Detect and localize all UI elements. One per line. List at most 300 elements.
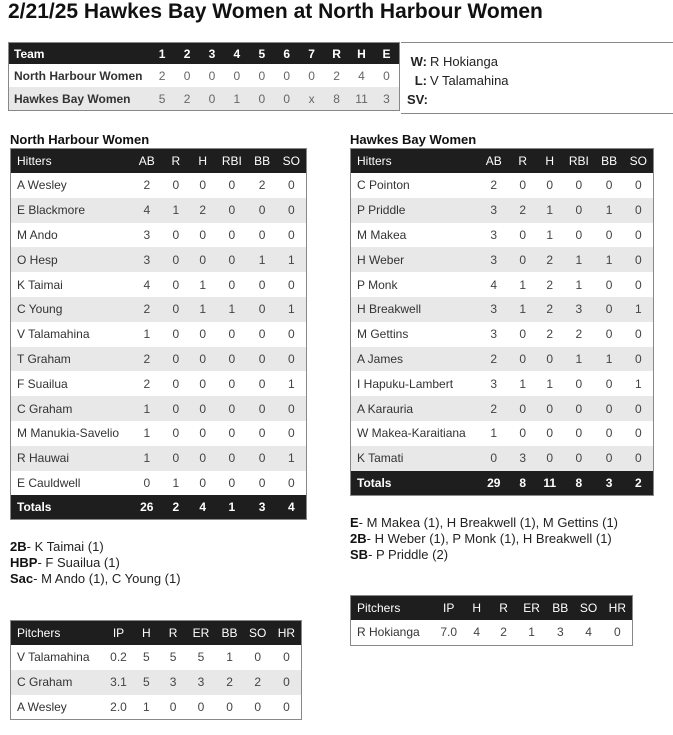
- home-notes: [10, 539, 181, 587]
- stat-cell: 2: [216, 670, 244, 695]
- stat-cell: 0: [272, 670, 302, 695]
- stat-cell: 0: [172, 178, 180, 193]
- stat-cell: 0: [226, 699, 233, 714]
- stat-cell: 0: [563, 396, 594, 421]
- linescore-header-inning: 5: [249, 43, 274, 65]
- stat-cell: 1: [519, 277, 527, 292]
- stat-cell: 0: [199, 475, 207, 490]
- hitters-header: SO: [277, 149, 307, 174]
- player-name: R Hauwai: [11, 446, 132, 471]
- stat-cell: 0: [635, 426, 642, 441]
- stat-cell: 2: [536, 297, 563, 322]
- stat-cell: 4: [143, 277, 151, 292]
- note-line: [10, 571, 181, 587]
- stat-cell: 1: [172, 475, 180, 490]
- player-name: K Taimai: [17, 277, 63, 292]
- stat-cell: 2: [546, 277, 554, 292]
- linescore-header-inning: 1: [150, 43, 175, 65]
- note-text: - F Suailua (1): [37, 555, 120, 570]
- linescore-team-name: North Harbour Women: [14, 68, 143, 83]
- stat-cell: 0: [509, 396, 536, 421]
- away-hitters-table: [350, 148, 654, 496]
- player-name: O Hesp: [11, 247, 132, 272]
- note-label: HBP: [10, 555, 38, 570]
- stat-cell: 3: [490, 227, 498, 242]
- table-row: [351, 223, 654, 248]
- stat-cell: 0: [575, 178, 583, 193]
- stat-cell: 0: [258, 426, 266, 441]
- table-row: [351, 322, 654, 347]
- stat-cell: 0: [216, 247, 247, 272]
- table-row: [351, 421, 654, 446]
- table-row: [351, 198, 654, 223]
- linescore-header-inning: 2: [175, 43, 200, 65]
- stat-cell: 3: [478, 198, 509, 223]
- note-line: [10, 555, 181, 571]
- stat-cell: 3: [186, 670, 215, 695]
- save-label: SV:: [407, 92, 428, 107]
- stat-cell: 0: [172, 277, 180, 292]
- player-name: A Wesley: [17, 699, 67, 714]
- stat-cell: 2: [509, 198, 536, 223]
- linescore-header-inning: 6: [274, 43, 299, 65]
- stat-cell: 3.1: [104, 670, 133, 695]
- stat-cell: 0: [228, 178, 236, 193]
- player-name: P Monk: [357, 277, 398, 292]
- stat-cell: 1: [546, 376, 554, 391]
- stat-cell: 0: [247, 446, 276, 471]
- table-row: [351, 247, 654, 272]
- hitters-header: Hitters: [351, 149, 479, 174]
- home-totals-row: [11, 495, 307, 520]
- note-label: 2B: [350, 531, 367, 546]
- home-pitchers: [10, 620, 302, 720]
- stat-cell: 3: [509, 446, 536, 471]
- stat-cell: 0: [614, 625, 621, 640]
- table-row: [11, 223, 307, 248]
- table-row: [11, 645, 302, 670]
- stat-cell: 0: [519, 426, 527, 441]
- totals-cell: 8: [563, 471, 594, 496]
- stat-cell: 4: [473, 625, 481, 640]
- pitchers-header: HR: [272, 621, 302, 646]
- stat-cell: 0: [258, 475, 266, 490]
- table-row: [11, 347, 307, 372]
- totals-cell: 2: [624, 471, 654, 496]
- totals-cell: 3: [595, 471, 624, 496]
- totals-cell: 29: [478, 471, 509, 496]
- pitchers-header: ER: [186, 621, 215, 646]
- stat-cell: 2: [478, 396, 509, 421]
- linescore-header-row: [9, 43, 400, 65]
- linescore-header-runs: R: [324, 43, 349, 65]
- note-label: 2B: [10, 539, 27, 554]
- stat-cell: 1: [189, 297, 216, 322]
- stat-cell: 0: [478, 446, 509, 471]
- player-name: V Talamahina: [17, 650, 90, 665]
- stat-cell: 1: [143, 699, 150, 714]
- stat-cell: 0: [228, 475, 236, 490]
- home-hitters-body: [11, 173, 307, 495]
- stat-cell: 0: [162, 396, 189, 421]
- linescore-cell: 0: [183, 68, 191, 83]
- stat-cell: 1: [226, 650, 233, 665]
- stat-cell: 0: [228, 227, 236, 242]
- stat-cell: 4: [490, 277, 498, 292]
- hitters-header: AB: [131, 149, 162, 174]
- stat-cell: 0.2: [110, 650, 127, 665]
- stat-cell: 0: [172, 327, 180, 342]
- stat-cell: 0: [172, 227, 180, 242]
- stat-cell: 0: [162, 297, 189, 322]
- linescore: [8, 42, 400, 111]
- table-row: [351, 272, 654, 297]
- stat-cell: 0: [162, 347, 189, 372]
- stat-cell: 3: [556, 625, 564, 640]
- stat-cell: 0: [189, 446, 216, 471]
- stat-cell: 0: [143, 475, 151, 490]
- table-row: [11, 322, 307, 347]
- pitchers-header: H: [463, 596, 490, 621]
- stat-cell: 1: [277, 247, 307, 272]
- note-label: Sac: [10, 571, 34, 586]
- stat-cell: 0: [216, 396, 247, 421]
- hitters-header: Hitters: [11, 149, 132, 174]
- stat-cell: 1: [595, 247, 624, 272]
- stat-cell: 0: [162, 446, 189, 471]
- stat-cell: 0: [519, 178, 527, 193]
- pitchers-header: R: [490, 596, 517, 621]
- player-name: M Manukia-Savelio: [17, 426, 120, 441]
- stat-cell: 1: [575, 277, 583, 292]
- stat-cell: 0: [247, 396, 276, 421]
- stat-cell: 0: [277, 347, 307, 372]
- player-name: H Breakwell: [351, 297, 479, 322]
- note-line: [10, 539, 181, 555]
- note-text: - M Makea (1), H Breakwell (1), M Gettins (1): [358, 515, 618, 530]
- winning-pitcher: [401, 52, 673, 71]
- linescore-cell: 1: [224, 87, 249, 111]
- stat-cell: 0: [247, 297, 276, 322]
- stat-cell: 0: [595, 297, 624, 322]
- stat-cell: 0: [247, 198, 276, 223]
- stat-cell: 0: [605, 376, 613, 391]
- player-name: C Graham: [11, 396, 132, 421]
- hitters-header: BB: [595, 149, 624, 174]
- stat-cell: 0: [605, 327, 613, 342]
- hitters-header: R: [509, 149, 536, 174]
- stat-cell: 0: [228, 426, 236, 441]
- stat-cell: 1: [288, 376, 295, 391]
- table-row: [11, 173, 307, 198]
- table-row: [11, 371, 307, 396]
- page-title: 2/21/25 Hawkes Bay Women at North Harbour Women: [8, 0, 543, 23]
- stat-cell: 0: [258, 327, 266, 342]
- linescore-row-away: [9, 87, 400, 111]
- away-team-heading: Hawkes Bay Women: [350, 132, 477, 147]
- totals-cell: 26: [131, 495, 162, 520]
- stat-cell: 0: [635, 178, 642, 193]
- hitters-header-row: [11, 149, 307, 174]
- linescore-cell: x: [299, 87, 324, 111]
- home-team-heading: North Harbour Women: [10, 132, 150, 147]
- table-row: [11, 198, 307, 223]
- table-row: [11, 297, 307, 322]
- stat-cell: 0: [635, 227, 642, 242]
- linescore-cell: 0: [274, 87, 299, 111]
- away-notes: [350, 515, 618, 563]
- note-line: [350, 515, 618, 531]
- losing-pitcher: [401, 71, 673, 90]
- stat-cell: 0: [605, 178, 613, 193]
- stat-cell: 0: [199, 376, 207, 391]
- linescore-cell: 8: [324, 87, 349, 111]
- stat-cell: 2: [536, 247, 563, 272]
- stat-cell: 7.0: [440, 625, 458, 640]
- stat-cell: 1: [143, 327, 151, 342]
- stat-cell: 3: [478, 247, 509, 272]
- stat-cell: 1: [131, 396, 162, 421]
- stat-cell: 0: [563, 446, 594, 471]
- hitters-header: SO: [624, 149, 654, 174]
- hitters-header: BB: [247, 149, 276, 174]
- away-hitters-body: [351, 173, 654, 471]
- player-name: R Hokianga: [357, 625, 420, 640]
- player-name: A Wesley: [17, 178, 67, 193]
- stat-cell: 0: [536, 446, 563, 471]
- stat-cell: 0: [277, 198, 307, 223]
- player-name: E Blackmore: [11, 198, 132, 223]
- linescore-cell: 0: [249, 87, 274, 111]
- linescore-cell: 0: [283, 68, 291, 83]
- home-hitters-table: [10, 148, 307, 520]
- stat-cell: 0: [595, 396, 624, 421]
- stat-cell: 0: [635, 277, 642, 292]
- stat-cell: 0: [199, 426, 207, 441]
- stat-cell: 0: [624, 247, 654, 272]
- note-label: E: [350, 515, 359, 530]
- stat-cell: 1: [199, 277, 207, 292]
- stat-cell: 2: [258, 178, 266, 193]
- hitters-header: H: [189, 149, 216, 174]
- stat-cell: 0: [228, 277, 236, 292]
- table-row: [351, 396, 654, 421]
- stat-cell: 0: [197, 699, 205, 714]
- note-text: - P Priddle (2): [368, 547, 449, 562]
- stat-cell: 3: [490, 376, 498, 391]
- stat-cell: 0: [288, 227, 295, 242]
- player-name: I Hapuku-Lambert: [357, 376, 454, 391]
- hitters-header: R: [162, 149, 189, 174]
- stat-cell: 0: [509, 247, 536, 272]
- hitters-header: RBI: [216, 149, 247, 174]
- stat-cell: 4: [131, 198, 162, 223]
- pitchers-header: ER: [517, 596, 546, 621]
- hitters-header: AB: [478, 149, 509, 174]
- stat-cell: 0: [216, 446, 247, 471]
- away-totals-row: [351, 471, 654, 496]
- stat-cell: 1: [563, 347, 594, 372]
- stat-cell: 0: [283, 650, 290, 665]
- stat-cell: 1: [624, 297, 654, 322]
- table-row: [11, 446, 307, 471]
- note-text: - M Ando (1), C Young (1): [33, 571, 181, 586]
- stat-cell: 0: [199, 327, 207, 342]
- pitchers-header-row: [351, 596, 633, 621]
- stat-cell: 0: [189, 396, 216, 421]
- stat-cell: 1: [635, 376, 642, 391]
- stat-cell: 1: [528, 625, 535, 640]
- stat-cell: 0: [288, 475, 295, 490]
- stat-cell: 1: [143, 426, 151, 441]
- linescore-cell: 2: [175, 87, 200, 111]
- stat-cell: 0: [199, 178, 207, 193]
- stat-cell: 3: [160, 670, 187, 695]
- linescore-cell: 0: [208, 68, 216, 83]
- stat-cell: 0: [189, 347, 216, 372]
- stat-cell: 0: [536, 347, 563, 372]
- table-row: [351, 620, 633, 645]
- player-name: F Suailua: [17, 376, 68, 391]
- pitchers-header-row: [11, 621, 302, 646]
- linescore-table: [8, 42, 400, 111]
- linescore-cell: 5: [150, 87, 175, 111]
- stat-cell: 1: [595, 347, 624, 372]
- totals-cell: 4: [277, 495, 307, 520]
- table-row: [11, 695, 302, 720]
- table-row: [351, 297, 654, 322]
- pitchers-header: SO: [244, 621, 272, 646]
- pitchers-header: IP: [434, 596, 463, 621]
- stat-cell: 4: [585, 625, 592, 640]
- table-row: [11, 396, 307, 421]
- stat-cell: 2: [490, 178, 498, 193]
- stat-cell: 0: [624, 396, 654, 421]
- stat-cell: 1: [131, 446, 162, 471]
- stat-cell: 1: [509, 297, 536, 322]
- stat-cell: 0: [519, 327, 527, 342]
- stat-cell: 1: [536, 198, 563, 223]
- stat-cell: 1: [490, 426, 498, 441]
- hitters-header: H: [536, 149, 563, 174]
- pitchers-header: IP: [104, 621, 133, 646]
- linescore-cell: 3: [374, 87, 400, 111]
- away-pitchers-body: [351, 620, 633, 645]
- pitchers-header: BB: [546, 596, 574, 621]
- stat-cell: 0: [228, 327, 236, 342]
- stat-cell: 2: [189, 198, 216, 223]
- stat-cell: 0: [546, 426, 554, 441]
- stat-cell: 1: [277, 297, 307, 322]
- stat-cell: 3: [478, 297, 509, 322]
- stat-cell: 2: [143, 178, 151, 193]
- stat-cell: 0: [595, 446, 624, 471]
- pitchers-header: SO: [574, 596, 602, 621]
- stat-cell: 0: [288, 426, 295, 441]
- stat-cell: 2: [131, 297, 162, 322]
- stat-cell: 5: [197, 650, 205, 665]
- player-name: M Makea: [357, 227, 407, 242]
- stat-cell: 0: [519, 227, 527, 242]
- note-text: - H Weber (1), P Monk (1), H Breakwell (1): [366, 531, 612, 546]
- table-row: [11, 471, 307, 496]
- pitchers-header: Pitchers: [11, 621, 104, 646]
- pitchers-header: R: [160, 621, 187, 646]
- player-name: W Makea-Karaitiana: [357, 426, 466, 441]
- totals-cell: 4: [189, 495, 216, 520]
- player-name: C Graham: [11, 670, 104, 695]
- stat-cell: 5: [133, 670, 160, 695]
- stat-cell: 0: [546, 178, 554, 193]
- player-name: T Graham: [11, 347, 132, 372]
- stat-cell: 0: [162, 247, 189, 272]
- home-hitters: [10, 148, 307, 520]
- stat-cell: 0: [189, 247, 216, 272]
- linescore-cell: 11: [349, 87, 374, 111]
- table-row: [11, 272, 307, 297]
- stat-cell: 0: [605, 227, 613, 242]
- pitchers-header: Pitchers: [351, 596, 435, 621]
- stat-cell: 0: [509, 347, 536, 372]
- home-pitchers-body: [11, 645, 302, 720]
- player-name: V Talamahina: [17, 327, 90, 342]
- linescore-header-errors: E: [374, 43, 400, 65]
- stat-cell: 0: [288, 277, 295, 292]
- stat-cell: 1: [546, 227, 554, 242]
- stat-cell: 2: [478, 347, 509, 372]
- note-line: [350, 531, 618, 547]
- stat-cell: 0: [254, 699, 262, 714]
- home-pitchers-table: [10, 620, 302, 720]
- stat-cell: 5: [143, 650, 150, 665]
- stat-cell: 0: [258, 227, 266, 242]
- linescore-cell: 0: [200, 87, 225, 111]
- table-row: [11, 670, 302, 695]
- stat-cell: 2: [575, 327, 583, 342]
- stat-cell: 5: [169, 650, 177, 665]
- linescore-header-team: Team: [9, 43, 150, 65]
- stat-cell: 0: [216, 198, 247, 223]
- pitchers-header: BB: [216, 621, 244, 646]
- linescore-cell: 0: [383, 68, 390, 83]
- player-name: C Young: [11, 297, 132, 322]
- linescore-cell: 0: [258, 68, 266, 83]
- stat-cell: 0: [216, 347, 247, 372]
- pitchers-header: HR: [603, 596, 633, 621]
- win-label: W:: [410, 54, 427, 69]
- stat-cell: 0: [624, 347, 654, 372]
- stat-cell: 2: [546, 327, 554, 342]
- player-name: H Weber: [351, 247, 479, 272]
- linescore-header-inning: 7: [299, 43, 324, 65]
- stat-cell: 3: [490, 327, 498, 342]
- note-line: [350, 547, 618, 563]
- linescore-cell: 2: [333, 68, 340, 83]
- stat-cell: 0: [563, 198, 594, 223]
- linescore-team-name: Hawkes Bay Women: [9, 87, 150, 111]
- stat-cell: 2: [143, 376, 151, 391]
- stat-cell: 3: [143, 227, 151, 242]
- stat-cell: 1: [162, 198, 189, 223]
- stat-cell: 3: [563, 297, 594, 322]
- pitchers-header: H: [133, 621, 160, 646]
- table-row: [351, 347, 654, 372]
- stat-cell: 0: [172, 376, 180, 391]
- table-row: [11, 421, 307, 446]
- stat-cell: 0: [624, 198, 654, 223]
- stat-cell: 0: [258, 277, 266, 292]
- stat-cell: 0: [228, 376, 236, 391]
